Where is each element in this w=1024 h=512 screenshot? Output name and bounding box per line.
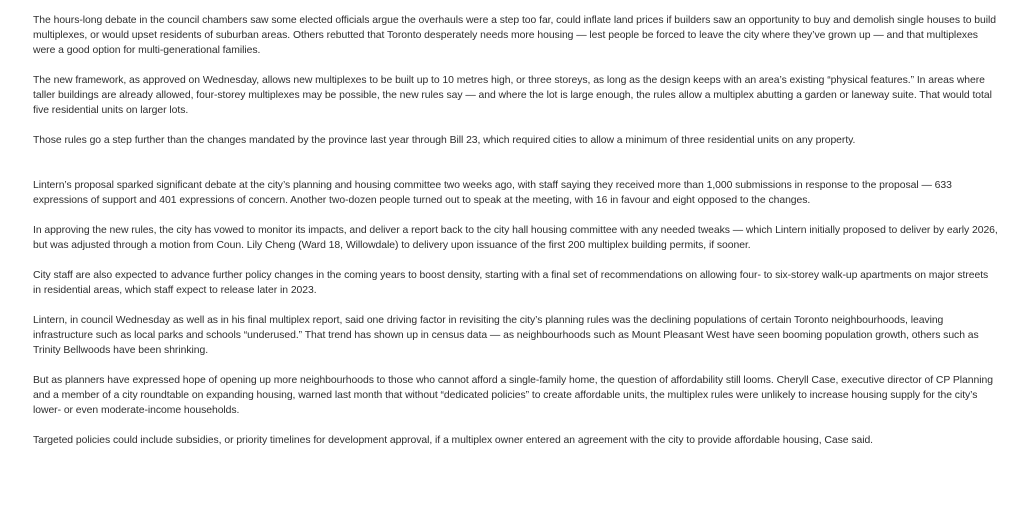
paragraph-targeted-policies: Targeted policies could include subsidies, or priority timelines for development approval, if a multiplex owner entered an agreement with the city to provide affordable housing, Case said.: [33, 435, 874, 446]
paragraph-affordability: But as planners have expressed hope of opening up more neighbourhoods to those who cannot afford a single-family home, the question of affordability still looms. Cheryll Case, executive director of CP Planning and a member of a city roundtable on expanding housing, warned last month that without “dedicated policies” to create affordable units, the multiplex rules were unlikely to increase housing supply for the city’s lower- or even moderate-income households.: [33, 375, 993, 416]
paragraph-declining-population: Lintern, in council Wednesday as well as in his final multiplex report, said one driving factor in revisiting the city’s planning rules was the declining populations of certain Toronto neighbourhoods, leaving infrastructure such as local parks and schools “underused.” That trend has shown up in census data — as neighbourhoods such as Mount Pleasant West have seen booming population growth, others such as Trinity Bellwoods have been shrinking.: [33, 315, 979, 356]
article-body: [33, 13, 999, 463]
paragraph-council-debate: The hours-long debate in the council chambers saw some elected officials argue the overhauls were a step too far, could inflate land prices if builders saw an opportunity to buy and demolish single houses to build multiplexes, or would upset residents of suburban areas. Others rebutted that Toronto desperately needs more housing — lest people be forced to leave the city where they’ve grown up — and that multiplexes were a good option for multi-generational families.: [33, 15, 996, 56]
paragraph-new-framework: The new framework, as approved on Wednesday, allows new multiplexes to be built up to 10 metres high, or three storeys, as long as the design keeps with an area’s existing “physical features.” In areas where taller buildings are already allowed, four-storey multiplexes may be possible, the new rules say — and where the lot is large enough, the rules allow a multiplex abutting a garden or laneway suite. That would total five residential units on larger lots.: [33, 75, 992, 116]
paragraph-committee-debate: Lintern’s proposal sparked significant debate at the city’s planning and housing committee two weeks ago, with staff saying they received more than 1,000 submissions in response to the proposal — 633 expressions of support and 401 expressions of concern. Another two-dozen people turned out to speak at the meeting, with 16 in favour and eight opposed to the changes.: [33, 180, 952, 206]
paragraph-bill-23: Those rules go a step further than the changes mandated by the province last year through Bill 23, which required cities to allow a minimum of three residential units on any property.: [33, 135, 856, 146]
paragraph-future-policy: City staff are also expected to advance further policy changes in the coming years to boost density, starting with a final set of recommendations on allowing four- to six-storey walk-up apartments on major streets in residential areas, which staff expect to release later in 2023.: [33, 270, 989, 296]
paragraph-monitoring: In approving the new rules, the city has vowed to monitor its impacts, and deliver a report back to the city hall housing committee with any needed tweaks — which Lintern initially proposed to deliver by early 2026, but was adjusted through a motion from Coun. Lily Cheng (Ward 18, Willowdale) to delivery upon issuance of the first 200 multiplex building permits, if sooner.: [33, 225, 998, 251]
